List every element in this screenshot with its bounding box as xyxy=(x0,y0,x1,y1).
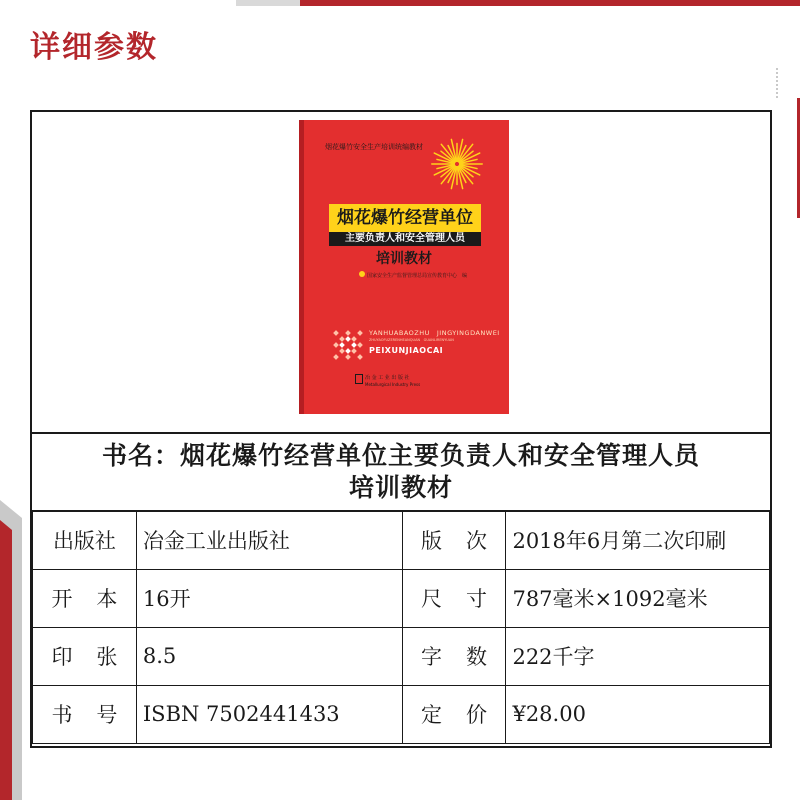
param-label xyxy=(402,685,506,743)
book-cover-image xyxy=(299,120,509,414)
param-label xyxy=(33,569,137,627)
cover-pinyin-small: ZHUYAOFUZERENHEANQUAN GUANLIRENYUAN xyxy=(369,338,454,342)
param-value: ¥28.00 xyxy=(506,685,770,743)
cover-series: 烟花爆竹安全生产培训统编教材 xyxy=(325,143,423,151)
param-label-text: 字数 xyxy=(421,645,487,669)
top-accent-gray xyxy=(236,0,300,6)
param-label-text: 版次 xyxy=(421,529,487,554)
param-label xyxy=(33,511,137,569)
param-value: 787毫米×1092毫米 xyxy=(506,569,770,627)
param-label xyxy=(402,511,506,569)
param-label-text: 开本 xyxy=(51,587,118,611)
firework-icon xyxy=(429,136,485,192)
param-label xyxy=(33,685,137,743)
params-frame xyxy=(30,110,772,748)
publisher-logo-icon xyxy=(355,374,363,384)
param-label xyxy=(33,627,137,685)
cover-subtitle: 主要负责人和安全管理人员 xyxy=(329,232,481,246)
param-label xyxy=(402,627,506,685)
param-value: 冶金工业出版社 xyxy=(136,511,402,569)
table-row xyxy=(33,569,770,627)
param-label-text: 定价 xyxy=(421,703,487,727)
top-accent-bar xyxy=(300,0,800,6)
param-label-text: 印张 xyxy=(51,645,118,669)
cover-subtitle-2: 培训教材 xyxy=(376,251,432,267)
table-row xyxy=(33,511,770,569)
cover-pinyin-2: PEIXUNJIAOCAI xyxy=(369,346,444,355)
book-title-line-1: 书名：烟花爆竹经营单位主要负责人和安全管理人员 xyxy=(101,441,700,470)
cover-pinyin-1: YANHUABAOZHU JINGYINGDANWEI xyxy=(369,329,500,337)
cover-publisher: 冶 金 工 业 出 版 社 xyxy=(365,375,410,381)
cover-area xyxy=(32,112,770,432)
param-value: 222千字 xyxy=(506,627,770,685)
param-value: 2018年6月第二次印刷 xyxy=(506,511,770,569)
book-title-line-2: 培训教材 xyxy=(348,473,453,502)
param-value: 16开 xyxy=(136,569,402,627)
table-row xyxy=(33,627,770,685)
cover-title: 烟花爆竹经营单位 xyxy=(329,204,481,232)
param-value: 8.5 xyxy=(136,627,402,685)
param-label-text: 书号 xyxy=(51,703,118,727)
param-label-text: 出版社 xyxy=(52,529,116,554)
param-value: ISBN 7502441433 xyxy=(136,685,402,743)
editor-emblem-icon xyxy=(359,271,365,277)
param-label xyxy=(402,569,506,627)
cover-publisher-en: Metallurgical Industry Press xyxy=(365,382,421,387)
table-row xyxy=(33,685,770,743)
cover-editor: 国家安全生产监督管理总局宣传教育中心 编 xyxy=(367,273,468,279)
param-label-text: 尺寸 xyxy=(421,587,487,611)
book-title-row xyxy=(32,432,770,508)
params-table xyxy=(32,510,770,744)
section-heading: 详细参数 xyxy=(30,30,158,65)
dot-pattern-icon xyxy=(333,330,363,360)
right-dotted-mark xyxy=(772,68,778,98)
